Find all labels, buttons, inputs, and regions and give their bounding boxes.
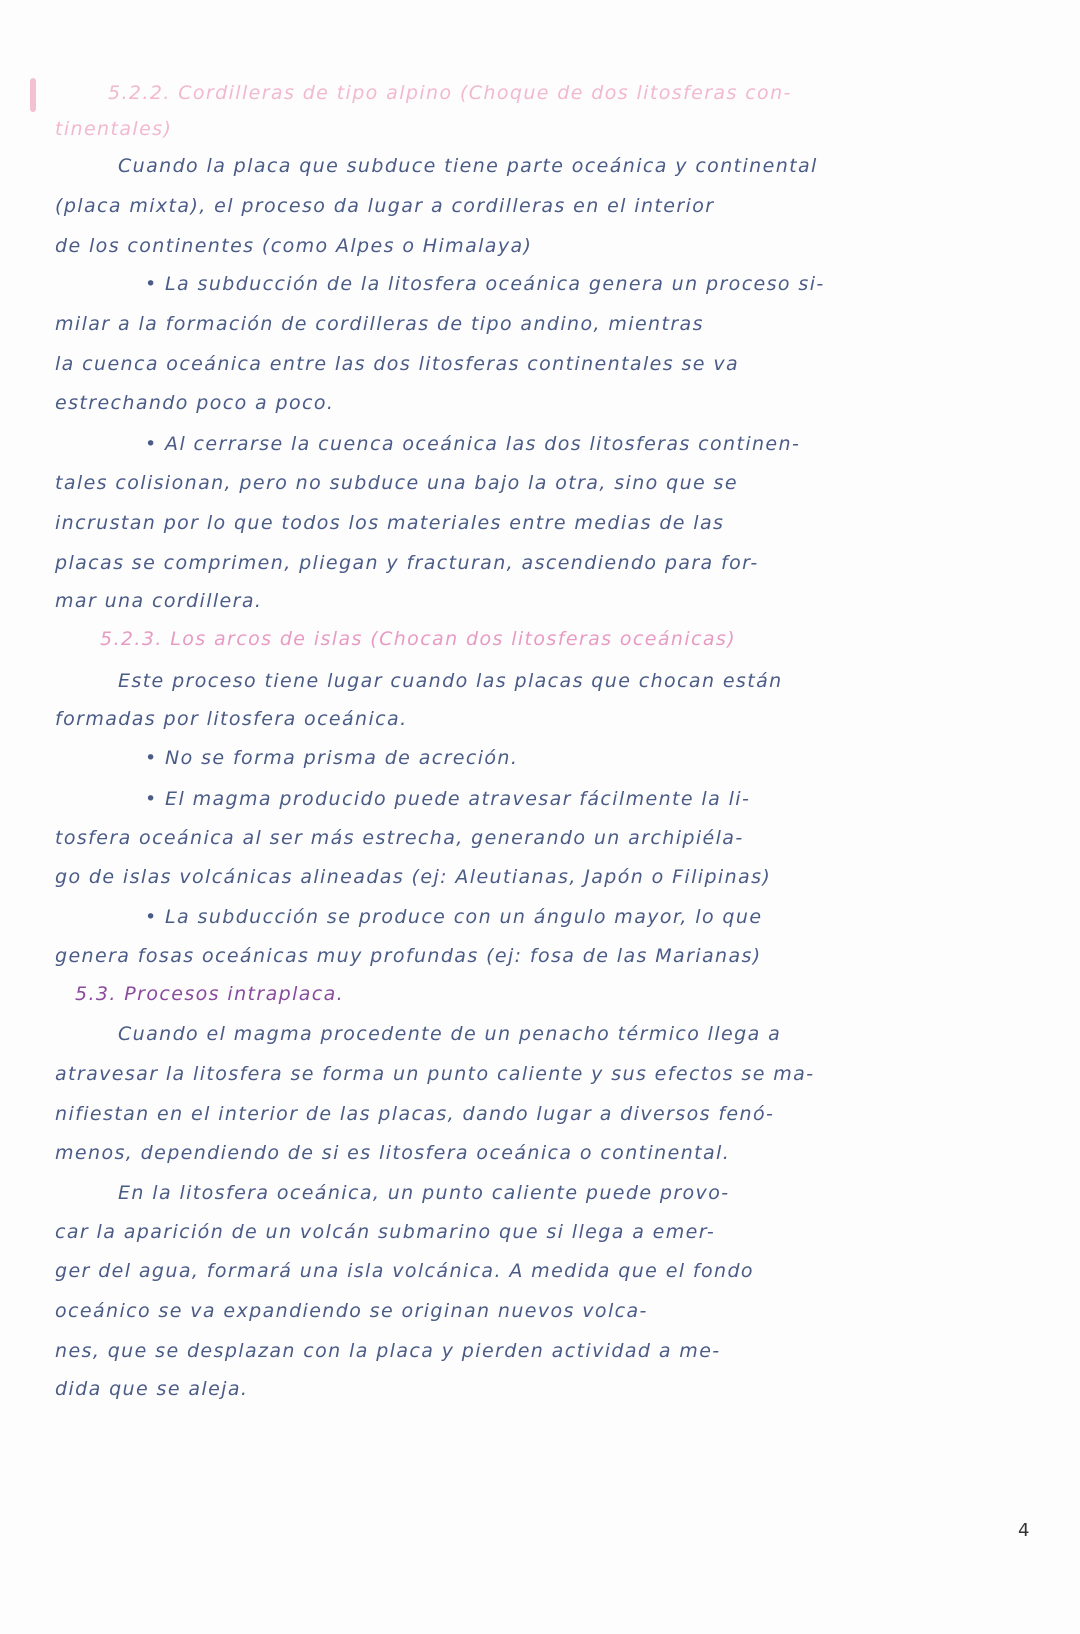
text-line: car la aparición de un volcán submarino que si llega a emer- bbox=[55, 1221, 716, 1243]
text-line: dida que se aleja. bbox=[55, 1378, 249, 1400]
text-line: incrustan por lo que todos los materiales entre medias de las bbox=[55, 512, 725, 534]
text-line: formadas por litosfera oceánica. bbox=[55, 708, 408, 730]
bullet-line: • La subducción se produce con un ángulo mayor, lo que bbox=[145, 906, 763, 928]
faded-heading-line-2: tinentales) bbox=[55, 118, 173, 140]
section-heading-arcos: 5.2.3. Los arcos de islas (Chocan dos litosferas oceánicas) bbox=[100, 628, 737, 650]
text-line: ger del agua, formará una isla volcánica. A medida que el fondo bbox=[55, 1260, 754, 1282]
text-line: estrechando poco a poco. bbox=[55, 392, 335, 414]
text-line: nes, que se desplazan con la placa y pierden actividad a me- bbox=[55, 1340, 721, 1362]
text-line: (placa mixta), el proceso da lugar a cordilleras en el interior bbox=[55, 195, 715, 217]
faded-heading-line-1: 5.2.2. Cordilleras de tipo alpino (Choque de dos litosferas con- bbox=[108, 82, 792, 104]
text-line: go de islas volcánicas alineadas (ej: Aleutianas, Japón o Filipinas) bbox=[55, 866, 772, 888]
text-line: nifiestan en el interior de las placas, dando lugar a diversos fenó- bbox=[55, 1103, 775, 1125]
bullet-line: • Al cerrarse la cuenca oceánica las dos litosferas continen- bbox=[145, 433, 801, 455]
section-heading-intraplaca: 5.3. Procesos intraplaca. bbox=[75, 983, 345, 1005]
bullet-line: • La subducción de la litosfera oceánica genera un proceso si- bbox=[145, 273, 825, 295]
text-line: la cuenca oceánica entre las dos litosferas continentales se va bbox=[55, 353, 739, 375]
text-line: oceánico se va expandiendo se originan nuevos volca- bbox=[55, 1300, 648, 1322]
text-line: tosfera oceánica al ser más estrecha, generando un archipiéla- bbox=[55, 827, 744, 849]
text-line: menos, dependiendo de si es litosfera oceánica o continental. bbox=[55, 1142, 731, 1164]
text-line: genera fosas oceánicas muy profundas (ej: fosa de las Marianas) bbox=[55, 945, 762, 967]
bullet-line: • El magma producido puede atravesar fácilmente la li- bbox=[145, 788, 751, 810]
margin-highlight-mark bbox=[30, 78, 36, 112]
text-line: de los continentes (como Alpes o Himalaya) bbox=[55, 235, 533, 257]
text-line: tales colisionan, pero no subduce una bajo la otra, sino que se bbox=[55, 472, 738, 494]
text-line: placas se comprimen, pliegan y fracturan, ascendiendo para for- bbox=[55, 552, 759, 574]
text-line: Este proceso tiene lugar cuando las placas que chocan están bbox=[118, 670, 783, 692]
text-line: atravesar la litosfera se forma un punto caliente y sus efectos se ma- bbox=[55, 1063, 815, 1085]
text-line: Cuando el magma procedente de un penacho térmico llega a bbox=[118, 1023, 782, 1045]
text-line: Cuando la placa que subduce tiene parte oceánica y continental bbox=[118, 155, 818, 177]
text-line: En la litosfera oceánica, un punto caliente puede provo- bbox=[118, 1182, 730, 1204]
bullet-line: • No se forma prisma de acreción. bbox=[145, 747, 519, 769]
text-line: milar a la formación de cordilleras de tipo andino, mientras bbox=[55, 313, 704, 335]
text-line: mar una cordillera. bbox=[55, 590, 263, 612]
page-number: 4 bbox=[1018, 1520, 1030, 1541]
